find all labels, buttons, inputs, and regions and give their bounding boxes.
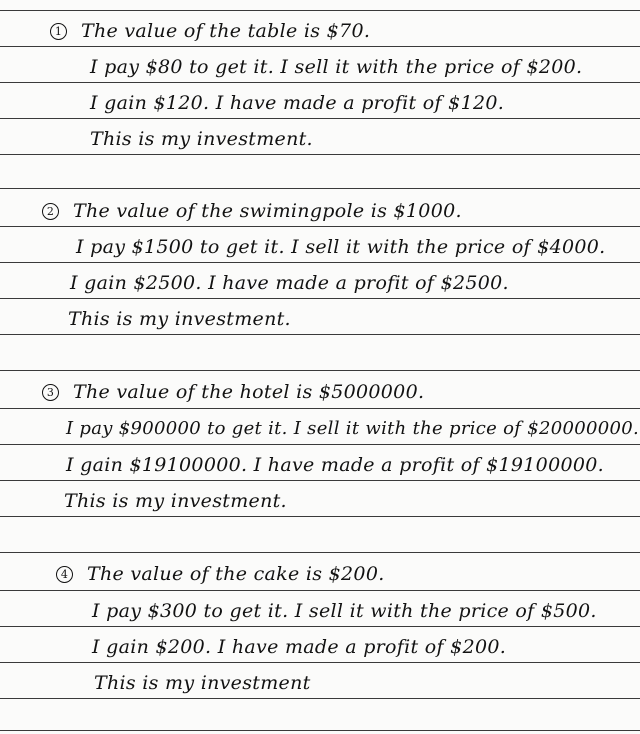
entry-4-statement: The value of the cake is $200. (87, 563, 385, 585)
entry-2-line-4: This is my investment. (68, 308, 291, 330)
entry-3-line-4: This is my investment. (64, 490, 287, 512)
ruled-line (0, 444, 640, 445)
entry-3-line-1 (42, 381, 424, 403)
ruled-line (0, 480, 640, 481)
entry-4-number-badge: 4 (56, 566, 73, 583)
ruled-line (0, 118, 640, 119)
entry-1-number-badge: 1 (50, 23, 67, 40)
entry-1-line-1 (50, 20, 370, 42)
ruled-line (0, 408, 640, 409)
entry-2-number-badge: 2 (42, 203, 59, 220)
entry-4-line-3: I gain $200. I have made a profit of $200. (92, 636, 507, 658)
entry-2-line-1 (42, 200, 462, 222)
entry-2-line-2: I pay $1500 to get it. I sell it with the price of $4000. (76, 236, 606, 258)
entry-3-statement: The value of the hotel is $5000000. (73, 381, 425, 403)
ruled-line (0, 334, 640, 335)
entry-4-line-1 (56, 563, 385, 585)
entry-3-line-3: I gain $19100000. I have made a profit of $19100000. (66, 454, 604, 476)
ruled-line (0, 552, 640, 553)
entry-2-line-3: I gain $2500. I have made a profit of $2500. (70, 272, 509, 294)
entry-4-line-4: This is my investment (94, 672, 311, 694)
ruled-line (0, 590, 640, 591)
ruled-line (0, 298, 640, 299)
ruled-line (0, 698, 640, 699)
ruled-line (0, 516, 640, 517)
ruled-line (0, 188, 640, 189)
entry-2-statement: The value of the swimingpole is $1000. (73, 200, 462, 222)
ruled-line (0, 262, 640, 263)
entry-4-line-2: I pay $300 to get it. I sell it with the price of $500. (92, 600, 597, 622)
entry-1-line-3: I gain $120. I have made a profit of $120. (90, 92, 505, 114)
entry-1-statement: The value of the table is $70. (81, 20, 371, 42)
ruled-line (0, 154, 640, 155)
ruled-line (0, 10, 640, 11)
ruled-line (0, 370, 640, 371)
entry-3-line-2: I pay $900000 to get it. I sell it with the price of $20000000. (66, 418, 640, 439)
entry-1-line-2: I pay $80 to get it. I sell it with the price of $200. (90, 56, 583, 78)
ruled-line (0, 662, 640, 663)
ruled-line (0, 626, 640, 627)
ruled-line (0, 82, 640, 83)
entry-3-number-badge: 3 (42, 384, 59, 401)
ruled-line (0, 730, 640, 731)
entry-1-line-4: This is my investment. (90, 128, 313, 150)
ruled-line (0, 46, 640, 47)
ruled-line (0, 226, 640, 227)
